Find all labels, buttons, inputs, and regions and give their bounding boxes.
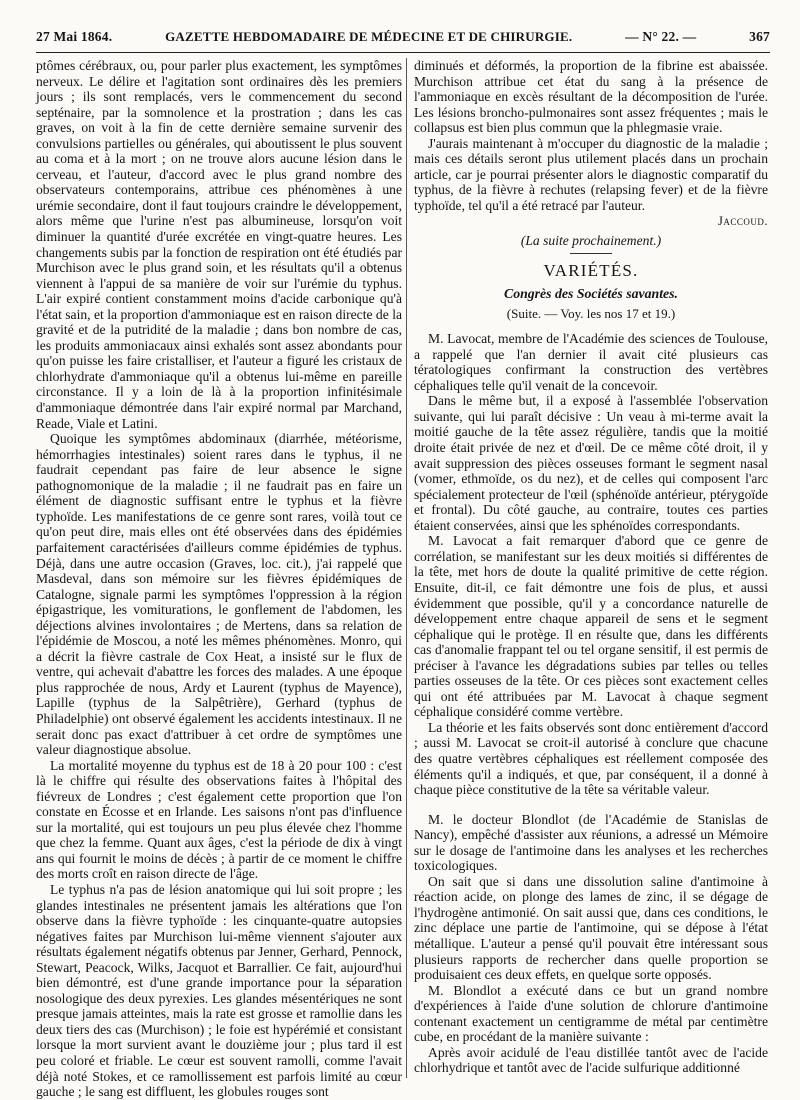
paragraph: M. Lavocat, membre de l'Académie des sciences de Toulouse, a rappelé que l'an dernier il avait cité plusieurs cas tératologiques confirmant la construction des vertèbres céphaliques telle qu'il venait de la concevoir. [414,331,768,393]
column-divider [406,58,407,1078]
paragraph: J'aurais maintenant à m'occuper du diagnostic de la maladie ; mais ces détails seront plus utilement placés dans un prochain article, car je pourrai présenter alors le diagnostic comparatif du typhus, de la fièvre à rechutes (relapsing fever) et de la fièvre typhoïde, tel qu'il a été retracé par l'auteur. [414,135,768,213]
paragraph: M. Blondlot a exécuté dans ce but un grand nombre d'expériences à l'aide d'une solution de chlorure d'antimoine contenant exactement un centigramme de métal par centimètre cube, en procédant de la manière suivante : [414,982,768,1045]
paragraph: Après avoir acidulé de l'eau distillée tantôt avec de l'acide chlorhydrique et tantôt avec de l'acide sulfurique additionné [414,1044,768,1076]
right-column [414,58,768,1076]
left-column [36,58,402,1100]
paragraph: La mortalité moyenne du typhus est de 18 à 20 pour 100 : c'est là le chiffre qui résulte des observations faites à l'hôpital des fiévreux de Londres ; c'est également cette proportion que l'on constate en Écosse et en Irlande. Les saisons n'ont pas d'influence sur la mortalité, qui est toujours un peu plus élevée chez l'homme que chez la femme. Quant aux âges, c'est la période de dix à vingt ans qui fournit le moins de décès ; à partir de ce moment le chiffre des morts croît en raison directe de l'âge. [36,757,402,882]
section-subtitle: Congrès des Sociétés savantes. [504,286,678,302]
paragraph: Le typhus n'a pas de lésion anatomique qui lui soit propre ; les glandes intestinales ne présentent jamais les altérations que l'on observe dans la fièvre typhoïde : les cinquante-quatre autopsies négatives faites par Murchison lui-même viennent s'ajouter aux résultats également négatifs obtenus par Jenner, Gerhard, Pennock, Stewart, Peacock, Wilks, Jacquot et Barrallier. Ce fait, aujourd'hui bien démontré, est d'une grande importance pour la séparation nosologique des deux pyrexies. Les glandes mésentériques ne sont presque jamais atteintes, mais la rate est grosse et ramollie dans les deux tiers des cas (Murchison) ; le foie est hypérémié et consistant lorsque la mort survient avant le douzième jour ; plus tard il est peu coloré et friable. Le cœur est souvent ramolli, comme l'avait déjà noté Stokes, et ce ramollissement est parfois limité au cœur gauche ; le sang est diffluent, les globules rouges sont [36,881,402,1100]
header-title: GAZETTE HEBDOMADAIRE DE MÉDECINE ET DE CHIRURGIE. [165,29,573,44]
header-date: 27 Mai 1864. [36,29,113,44]
paragraph: On sait que si dans une dissolution saline d'antimoine à réaction acide, on plonge des lames de zinc, il se dégage de l'hydrogène antimonié. On sait aussi que, dans ces conditions, le zinc déplace une partie de l'antimoine, qui se dépose à l'état métallique. L'auteur a pensé qu'il pouvait être intéressant sous plusieurs rapports de rechercher dans quelle proportion se produisaient ces deux effets, en quelque sorte opposés. [414,873,768,983]
paragraph: ptômes cérébraux, ou, pour parler plus exactement, les symptômes nerveux. Le délire et l'agitation sont ordinaires dès les premiers jours ; ils sont remplacés, vers le commencement du second septénaire, par la somnolence et la prostration ; dans les cas graves, on voit à la fin de cette dernière semaine survenir des convulsions partielles ou générales, qui aboutissent le plus souvent au coma et à la mort ; on ne trouve alors aucune lésion dans le cerveau, et l'auteur, d'accord avec le plus grand nombre des observateurs contemporains, attribue ces phénomènes à une urémie secondaire, dont il faut toujours craindre le développement, alors même que l'urine n'est pas albumineuse, lorsqu'on voit diminuer la quantité d'urée excrétée en vingt-quatre heures. Les changements subis par la fonction de respiration ont été étudiés par Murchison avec le plus grand soin, et les résultats qu'il a obtenus viennent à l'appui de sa manière de voir sur l'urémie du typhus. L'air expiré contient constamment moins d'acide carbonique qu'à l'état sain, et la proportion d'ammoniaque est en raison directe de la gravité et de la putridité de la maladie ; dans bon nombre de cas, les produits ammoniacaux ainsi exhalés sont assez abondants pour qu'on puisse les faire cristalliser, et l'auteur a figuré les cristaux de chlorhydrate d'ammoniaque qu'il a obtenus lui-même en pareille circonstance. Il y a loin de là à la proportion infinitésimale d'ammoniaque démontrée dans l'air expiré normal par Marchand, Reade, Viale et Latini. [36,58,402,431]
paragraph: Quoique les symptômes abdominaux (diarrhée, météorisme, hémorrhagies intestinales) soient rares dans le typhus, il ne faudrait cependant pas faire de leur absence le signe pathognomonique de la maladie ; il ne faudrait pas en faire un élément de diagnostic suffisant entre le typhus et la fièvre typhoïde. Les manifestations de ce genre sont rares, voilà tout ce qu'on peut dire, mais elles ont été observées dans des épidémies parfaitement caractérisées d'ailleurs comme épidémies de typhus. Déjà, dans une autre occasion (Graves, loc. cit.), j'ai rappelé que Masdeval, dans son mémoire sur les fièvres épidémiques de Catalogne, signale parmi les symptômes l'oppression à la région épigastrique, les vomiturations, le gonflement de l'abdomen, les déjections alvines involontaires ; de Mertens, dans sa relation de l'épidémie de Moscou, a noté les mêmes phénomènes. Monro, qui a décrit la fièvre castrale de Cox Heat, a insisté sur le flux de ventre, qui achevait d'abattre les forces des malades. A une époque plus rapprochée de nous, Ardy et Laurent (typhus de Mayence), Lapille (typhus de la Salpêtrière), Gerhard (typhus de Philadelphie) ont observé également les accidents intestinaux. Il ne serait donc pas exact d'attribuer à cet ordre de symptômes une valeur diagnostique absolue. [36,431,402,758]
header-rule [36,52,770,53]
paragraph: M. Lavocat a fait remarquer d'abord que ce genre de corrélation, se manifestant sur les deux moitiés si différentes de la tête, met hors de doute la qualité primitive de cette région. Ensuite, dit-il, ce fait démontre une fois de plus, et aussi évidemment que possible, qu'il y a concordance naturelle de développement entre chaque appareil de sens et le segment céphalique qui le protège. Il en résulte que, dans les différents cas d'anomalie frappant tel ou tel organe sensitif, il est permis de préciser à l'avance les dégradations subies par telles ou telles parties osseuses de la tête. Or ces pièces sont exactement celles qui ont été attribuées par M. Lavocat à chaque segment céphalique considéré comme vertèbre. [414,533,768,720]
header-issue: — N° 22. — [625,29,697,44]
author-signature: Jaccoud. [718,214,768,229]
paragraph: diminués et déformés, la proportion de la fibrine est abaissée. Murchison attribue cet état du sang à la présence de l'ammoniaque en excès résultant de la décomposition de l'urée. Les lésions broncho-pulmonaires sont assez fréquentes ; mais le collapsus est bien plus commun que la phlegmasie vraie. [414,58,768,136]
paragraph: La théorie et les faits observés sont donc entièrement d'accord ; aussi M. Lavocat se croit-il autorisé à conclure que chacune des quatre vertèbres céphaliques est réellement composée des éléments qu'il a indiqués, et que, par conséquent, il a donné à chaque pièce constitutive de la tête sa véritable valeur. [414,719,768,798]
paragraph: M. le docteur Blondlot (de l'Académie de Stanislas de Nancy), empêché d'assister aux réunions, a adressé un Mémoire sur le dosage de l'antimoine dans les analyses et les recherches toxicologiques. [414,811,768,874]
section-reference: (Suite. — Voy. les nos 17 et 19.) [506,305,676,321]
section-title: VARIÉTÉS. [414,263,768,279]
paragraph: Dans le même but, il a exposé à l'assemblée l'observation suivante, qui lui paraît décisive : Un veau à mi-terme avait la moitié gauche de la tête assez régulière, tandis que la moitié droite était privée de nez et d'œil. De ce même côté droit, il y avait suppression des pièces osseuses formant le segment nasal (vomer, ethmoïde, os du nez), et de celles qui composent l'arc spécialement protecteur de l'œil (sphénoïde antérieur, ptérygoïde et frontal). Du côté gauche, au contraire, toutes ces parties étaient conservées, ainsi que les sphénoïdes correspondants. [414,393,768,533]
continued-note: (La suite prochainement.) [520,233,662,249]
header-page-number: 367 [749,29,770,44]
running-header [36,26,770,48]
spacer [414,798,768,812]
